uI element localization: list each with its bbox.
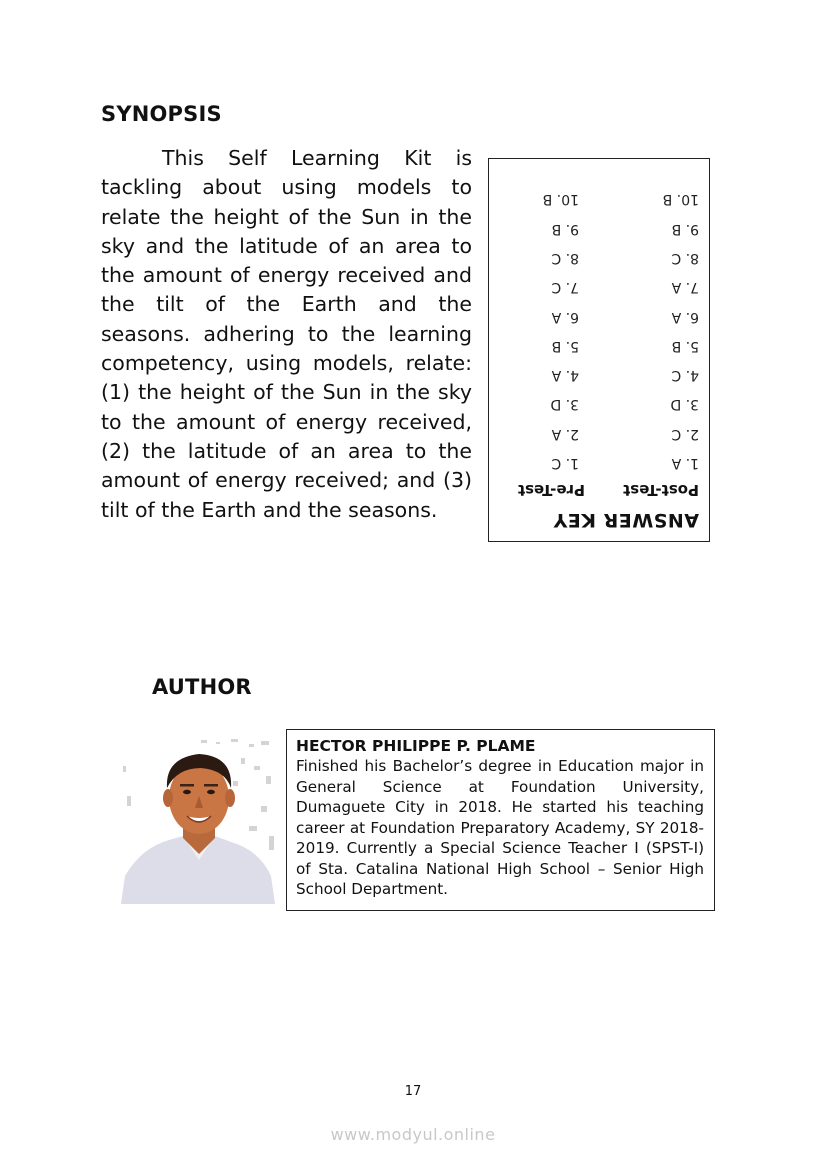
- pre-test-answer: 8. C: [551, 249, 579, 266]
- synopsis-paragraph: This Self Learning Kit is tackling about using models to relate the height of the Sun in the sky and the latitude of an area to the amount of energy received and the tilt of the Earth and the seasons. adhering to the learning competency, using models, relate: (1) the height of the Sun in the sky to the amount of energy received, (2) the latitude of an area to the amount of energy received; and (3) tilt of the Earth and the seasons.: [101, 146, 472, 522]
- author-info-box: [286, 729, 715, 911]
- pre-test-label: Pre-Test: [517, 481, 585, 499]
- post-test-answer: 6. A: [671, 308, 699, 325]
- synopsis-heading: SYNOPSIS: [101, 102, 222, 126]
- pre-test-answer: 2. A: [551, 425, 579, 442]
- page-number: 17: [404, 1084, 422, 1099]
- answer-key-box: [488, 158, 710, 542]
- post-test-answer: 8. C: [671, 249, 699, 266]
- pre-test-answer: 7. C: [551, 279, 579, 296]
- pre-test-answers: [543, 184, 579, 477]
- post-test-label: Post-Test: [623, 481, 699, 499]
- post-test-answer: 3. D: [670, 396, 699, 413]
- pre-test-answer: 9. B: [551, 220, 579, 237]
- post-test-answer: 10. B: [662, 191, 699, 208]
- post-test-answer: 4. C: [671, 367, 699, 384]
- author-name: HECTOR PHILIPPE P. PLAME: [296, 737, 536, 755]
- pre-test-answer: 1. C: [551, 455, 579, 471]
- pre-test-answer: 4. A: [551, 367, 579, 384]
- post-test-answer: 5. B: [671, 337, 699, 354]
- watermark: www.modyul.online: [330, 1125, 496, 1144]
- pre-test-answer: 3. D: [550, 396, 579, 413]
- author-bio: Finished his Bachelor’s degree in Education major in General Science at Foundation University, Dumaguete City in 2018. He started his teaching career at Foundation Preparatory Academy, SY 2018-2019. Currently a Special Science Teacher I (SPST-I) of Sta. Catalina National High School – Senior High School Department.: [296, 757, 704, 898]
- pre-test-answer: 10. B: [542, 191, 579, 208]
- pre-test-answer: 5. B: [551, 337, 579, 354]
- post-test-answer: 7. A: [671, 279, 699, 296]
- author-heading: AUTHOR: [152, 675, 252, 699]
- author-photo: [121, 736, 276, 904]
- post-test-answers: [663, 184, 699, 477]
- answer-key-title: ANSWER KEY: [553, 509, 699, 531]
- answer-key-content: [489, 159, 709, 541]
- post-test-answer: 9. B: [671, 220, 699, 237]
- pre-test-answer: 6. A: [551, 308, 579, 325]
- post-test-answer: 2. C: [671, 425, 699, 442]
- post-test-answer: 1. A: [671, 455, 699, 471]
